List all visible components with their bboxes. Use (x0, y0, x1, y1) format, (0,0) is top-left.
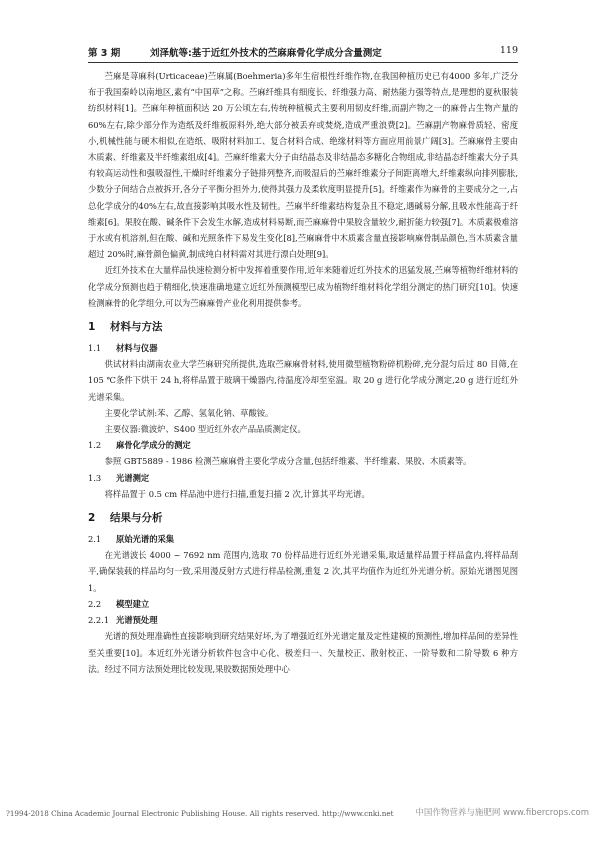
subsection-heading-2-2 (88, 596, 518, 612)
subsection-number: 2.2 (88, 598, 102, 609)
spectrum-acquisition-paragraph: 在光谱波长 4000 ~ 7692 nm 范围内,选取 70 份样品进行近红外光谱采集,取适量样品置于样品盒内,将样品刮平,确保装载的样品均匀一致,采用漫反射方式进行样品检测,重复 2 次,其平均值作为近红外光谱分析。原始光谱图见图 1。 (88, 550, 518, 593)
instruments-line: 主要仪器:微波炉、S400 型近红外农产品品质测定仪。 (104, 424, 306, 435)
subsection-number: 2.2.1 (88, 615, 110, 626)
section-number: 1 (88, 321, 96, 334)
header-rule (88, 62, 518, 63)
section-number: 2 (88, 512, 96, 525)
subsection-title: 麻骨化学成分的测定 (116, 440, 191, 451)
subsection-title: 材料与仪器 (116, 343, 158, 354)
article-body (88, 68, 518, 677)
materials-paragraph: 供试材料由湖南农业大学苎麻研究所提供,选取苎麻麻骨材料,使用微型植物粉碎机粉碎,充分混匀后过 80 目筛,在 105 ℃条件下烘干 24 h,将样品置于玻璃干燥器内,待温度冷却至室温。取 20 g 进行化学成分测定,20 g 进行近红外光谱采集。 (88, 359, 518, 402)
running-header (88, 45, 518, 61)
subsection-heading-1-2 (88, 437, 518, 453)
subsection-title: 模型建立 (116, 598, 150, 609)
subsection-title: 光谱测定 (116, 472, 150, 483)
spectrum-measurement-paragraph: 将样品置于 0.5 cm 样品池中进行扫描,重复扫描 2 次,计算其平均光谱。 (104, 488, 370, 499)
page-number: 119 (499, 45, 518, 56)
running-title: 刘泽航等:基于近红外技术的苎麻麻骨化学成分含量测定 (150, 48, 382, 59)
subsection-heading-1-3 (88, 470, 518, 486)
subsection-number: 1.3 (88, 472, 102, 483)
section-title: 结果与分析 (110, 512, 163, 525)
subsection-number: 1.2 (88, 440, 102, 451)
section-heading-1 (88, 318, 518, 336)
issue-label: 第 3 期 (88, 48, 121, 59)
section-title: 材料与方法 (110, 321, 163, 334)
subsection-number: 2.1 (88, 534, 102, 545)
subsection-title: 原始光谱的采集 (116, 534, 175, 545)
intro-paragraph-2: 近红外技术在大量样品快速检测分析中发挥着重要作用,近年来随着近红外技术的迅猛发展,苎麻等植物纤维材料的化学成分预测也趋于精细化,快速准确地建立近红外预测模型已成为植物纤维材料化学组分测定的热门研究[10]。快速检测麻骨的化学组分,可以为苎麻麻骨产业化利用提供参考。 (88, 265, 518, 308)
intro-paragraph-1: 苎麻是荨麻科(Urticaceae)苎麻属(Boehmeria)多年生宿根性纤维作物,在我国种植历史已有4000 多年,广泛分布于我国秦岭以南地区,素有“中国草”之称。苎麻纤维具有细度长、纤维强力高、耐热能力强等特点,是理想的夏秋服装纺织材料[1]。苎麻年种植面积达 20 万公顷左右,传统种植模式主要利用韧皮纤维,而副产物之一的麻骨占生物产量的 60%左右,除少部分作为造纸及纤维板原料外,绝大部分被丢弃或焚烧,造成严重浪费[2]。苎麻副产物麻骨质轻、密度小,机械性能与硬木相似,在造纸、吸附材料加工、复合材料合成、绝缘材料等方面应用前景广阔[3]。苎麻麻骨主要由木质素、纤维素及半纤维素组成[4]。苎麻纤维素大分子由结晶态及非结晶态多糖化合物组成,非结晶态纤维素大分子具有较高运动性和强吸湿性,干燥时纤维素分子链排列整齐,而吸湿后的苎麻纤维素分子间距离增大,纤维素纵向排列膨胀,少数分子间结合点被拆开,各分子平衡分担外力,使得其强力及柔软度明显提升[5]。纤维素作为麻骨的主要成分之一,占总化学成分的40%左右,故直接影响其吸水性及韧性。苎麻半纤维素结构复杂且不稳定,遇碱易分解,且吸水性能高于纤维素[6]。果胶在酸、碱条件下会发生水解,造成材料易断,而苎麻麻骨中果胶含量较少,耐折能力较强[7]。木质素极难溶于水或有机溶剂,但在酸、碱和光照条件下易发生变化[8],苎麻麻骨中木质素含量直接影响麻骨制品颜色,当木质素含量超过 20%时,麻骨颜色偏黄,制成纯白材料需对其进行漂白处理[9]。 (88, 71, 518, 260)
subsection-heading-2-2-1 (88, 612, 518, 628)
chemical-determination-paragraph: 参照 GBT5889 - 1986 检测苎麻麻骨主要化学成分含量,包括纤维素、半纤维素、果胶、木质素等。 (104, 456, 472, 467)
preprocessing-paragraph: 光谱的预处理准确性直接影响到研究结果好坏,为了增强近红外光谱定量及定性建模的预测性,增加样品间的差异性至关重要[10]。本近红外光谱分析软件包含中心化、极差归一、矢量校正、散射校正、一阶导数和二阶导数 6 种方法。经过不同方法预处理比较发现,果胶数据预处理中心 (88, 631, 518, 674)
copyright-line: ?1994-2018 China Academic Journal Electronic Publishing House. All rights reserved. http://www.cnki.net (6, 809, 394, 818)
subsection-title: 光谱预处理 (116, 615, 158, 626)
section-heading-2 (88, 509, 518, 527)
subsection-heading-1-1 (88, 340, 518, 356)
watermark: 中国作物营养与施肥网 www.fibercrops.com (415, 808, 589, 818)
subsection-number: 1.1 (88, 343, 102, 354)
reagents-line: 主要化学试剂:苯、乙醇、氢氧化钠、草酸铵。 (104, 407, 274, 418)
page-footer (0, 806, 595, 822)
subsection-heading-2-1 (88, 531, 518, 547)
